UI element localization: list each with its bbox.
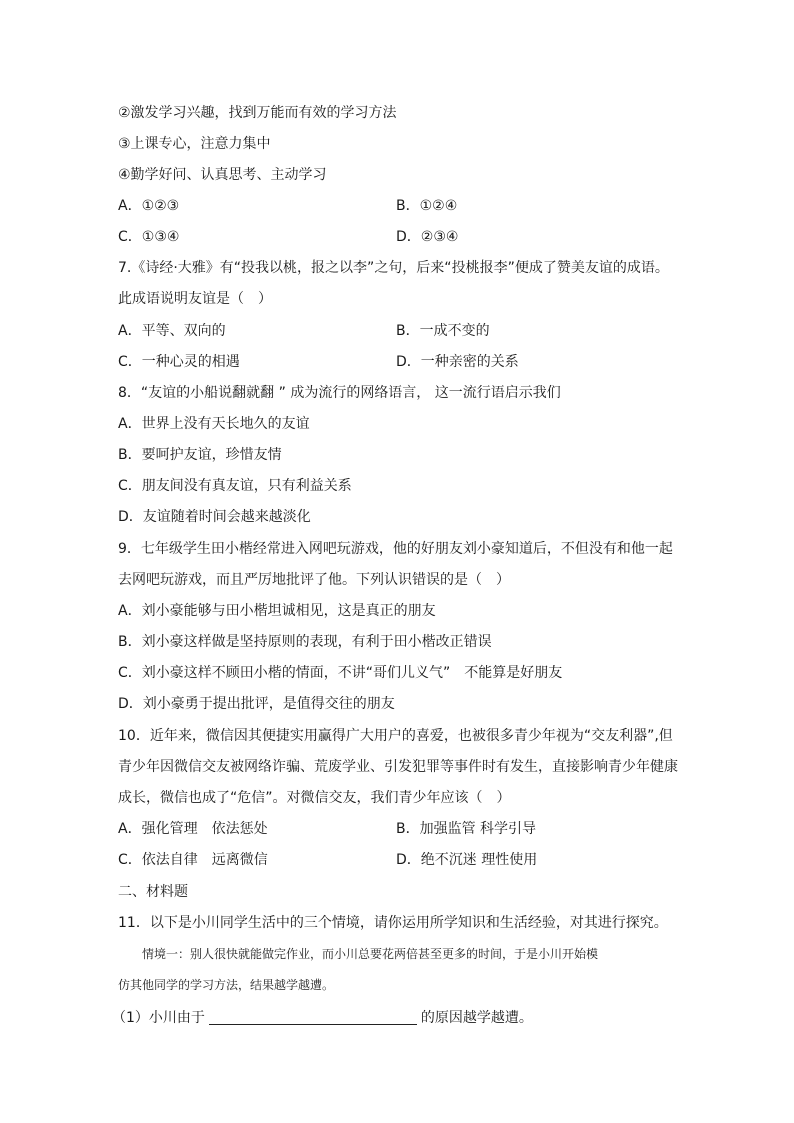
q11-sub-question-1 (112, 1008, 533, 1028)
q11-scenario-1-line-1: 情境一：别人很快就能做完作业，而小川总要花两倍甚至更多的时间，于是小川开始模 (118, 947, 599, 961)
q6-item-4: ④勤学好问、认真思考、主动学习 (118, 167, 327, 183)
q11-sub1-prefix: （1）小川由于 (112, 1010, 205, 1026)
q7-option-c: C．一种心灵的相遇 (118, 354, 240, 370)
q7-option-a: A．平等、双向的 (118, 323, 226, 339)
q10-stem-line-1: 10．近年来，微信因其便捷实用赢得广大用户的喜爱，也被很多青少年视为“交友利器”,但 (118, 728, 673, 744)
q9-stem-line-2: 去网吧玩游戏，而且严厉地批评了他。下列认识错误的是（ ） (118, 572, 510, 588)
q9-stem-line-1: 9．七年级学生田小楷经常进入网吧玩游戏，他的好朋友刘小豪知道后，不但没有和他一起 (118, 541, 673, 557)
q6-item-3: ③上课专心，注意力集中 (118, 136, 271, 152)
q10-option-b: B．加强监管 科学引导 (396, 821, 537, 837)
q10-option-d: D．绝不沉迷 理性使用 (396, 852, 538, 868)
q7-stem-line-2: 此成语说明友谊是（ ） (118, 291, 272, 307)
q10-stem-line-2: 青少年因微信交友被网络诈骗、荒废学业、引发犯罪等事件时有发生，直接影响青少年健康 (118, 759, 678, 775)
q6-option-c: C．①③④ (118, 229, 180, 245)
q7-stem-line-1: 7.《诗经·大雅》有“投我以桃，报之以李”之句，后来“投桃报李”便成了赞美友谊的成语。 (118, 260, 669, 276)
q10-option-c: C．依法自律 远离微信 (118, 852, 268, 868)
q6-option-b: B．①②④ (396, 198, 458, 214)
q11-stem: 11．以下是小川同学生活中的三个情境，请你运用所学知识和生活经验，对其进行探究。 (118, 915, 668, 931)
q6-option-d: D．②③④ (396, 229, 459, 245)
q6-item-2: ②激发学习兴趣，找到万能而有效的学习方法 (118, 105, 397, 121)
q6-option-a: A．①②③ (118, 198, 180, 214)
q7-option-d: D．一种亲密的关系 (396, 354, 519, 370)
answer-blank[interactable] (209, 1009, 417, 1025)
q8-stem: 8．“友谊的小船说翻就翻 ” 成为流行的网络语言， 这一流行语启示我们 (118, 385, 561, 401)
q7-option-b: B．一成不变的 (396, 323, 490, 339)
q9-option-c: C．刘小豪这样不顾田小楷的情面，不讲“哥们儿义气” 不能算是好朋友 (118, 665, 563, 681)
q11-sub1-suffix: 的原因越学越遭。 (420, 1010, 533, 1026)
q8-option-c: C．朋友间没有真友谊，只有利益关系 (118, 478, 352, 494)
q11-scenario-1-line-2: 仿其他同学的学习方法，结果越学越遭。 (118, 978, 335, 992)
section-heading: 二、材料题 (118, 884, 188, 900)
q9-option-b: B．刘小豪这样做是坚持原则的表现，有利于田小楷改正错误 (118, 634, 492, 650)
q10-option-a: A．强化管理 依法惩处 (118, 821, 268, 837)
q8-option-d: D．友谊随着时间会越来越淡化 (118, 509, 311, 525)
q8-option-b: B．要呵护友谊，珍惜友情 (118, 447, 282, 463)
q9-option-a: A．刘小豪能够与田小楷坦诚相见，这是真正的朋友 (118, 603, 436, 619)
q10-stem-line-3: 成长，微信也成了“危信”。对微信交友，我们青少年应该（ ） (118, 790, 511, 806)
q9-option-d: D．刘小豪勇于提出批评，是值得交往的朋友 (118, 696, 395, 712)
q8-option-a: A．世界上没有天长地久的友谊 (118, 416, 310, 432)
